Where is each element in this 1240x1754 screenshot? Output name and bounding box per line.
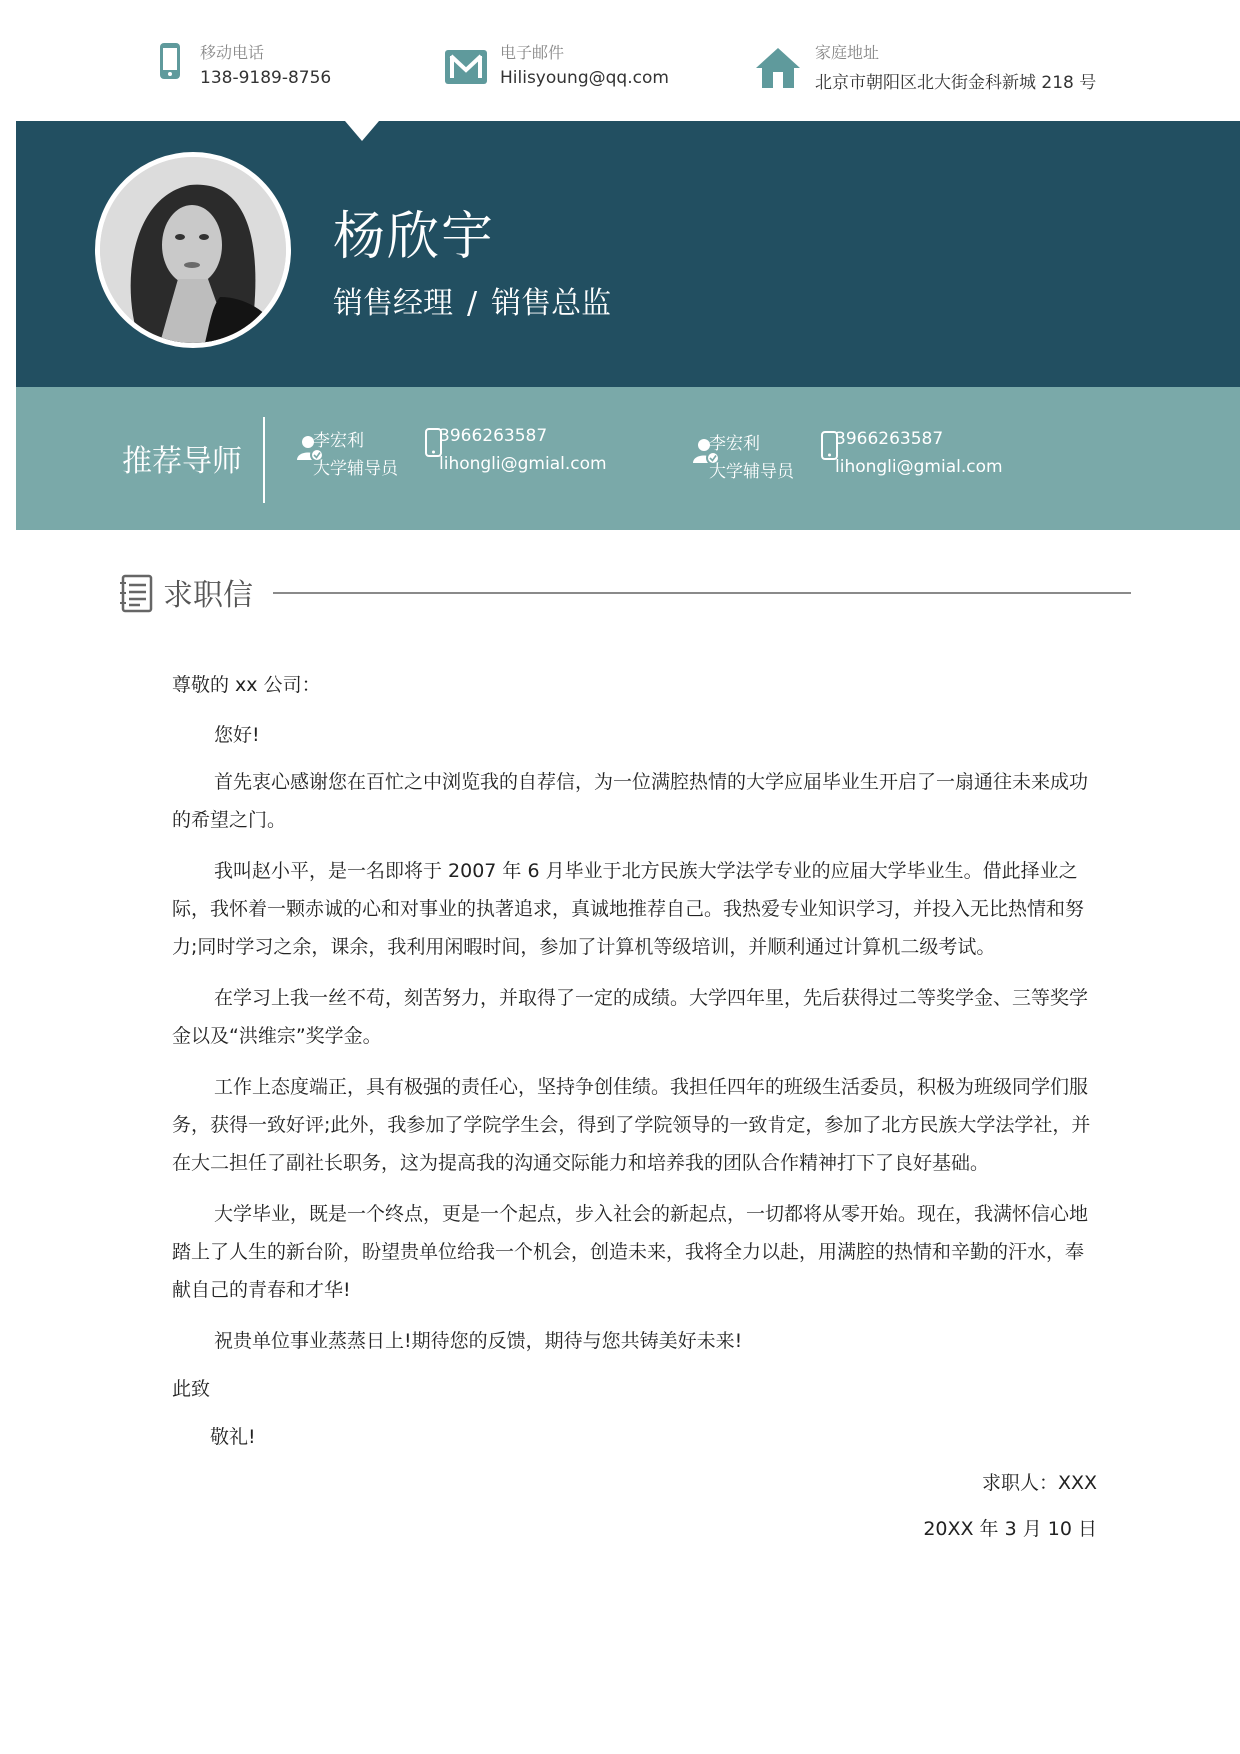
envelope-icon [445,50,499,94]
banner-notch [345,121,379,141]
notepad-icon [120,573,154,613]
candidate-name: 杨欣宇 [333,207,496,267]
mentor-divider [263,417,265,503]
email-label: 电子邮件 [500,43,565,62]
address-label: 家庭地址 [815,43,880,62]
mentor-email: lihongli@gmial.com [835,457,1003,477]
job-titles [333,278,611,322]
avatar [95,152,291,348]
letter-salutation: 尊敬的 xx 公司： [172,674,321,696]
mentor-email: lihongli@gmial.com [439,454,607,474]
job-primary: 销售经理 [333,286,453,321]
job-separator: / [467,286,478,321]
email-value: Hilisyoung@qq.com [500,68,669,88]
letter-greeting: 您好! [214,724,260,746]
letter-jingli: 敬礼! [210,1426,256,1448]
phone-value: 138-9189-8756 [200,68,332,88]
section-divider [273,592,1131,594]
letter-paragraph: 我叫赵小平，是一名即将于 2007 年 6 月毕业于北方民族大学法学专业的应届大学毕业生。借此择业之际，我怀着一颗赤诚的心和对事业的执著追求，真诚地推荐自己。我热爱专业知识学习，并投入无比热情和努力;同时学习之余，课余，我利用闲暇时间，参加了计算机等级培训，并顺利通过计算机二级考试。 [172,860,1085,958]
section-title: 求职信 [163,578,253,613]
mentor-title: 推荐导师 [122,444,242,479]
letter-paragraph: 大学毕业，既是一个终点，更是一个起点，步入社会的新起点，一切都将从零开始。现在，我满怀信心地踏上了人生的新台阶，盼望贵单位给我一个机会，创造未来，我将全力以赴，用满腔的热情和辛勤的汗水，奉献自己的青春和才华! [172,1203,1089,1301]
mentor-role: 大学辅导员 [313,459,398,479]
letter-paragraph: 在学习上我一丝不苟，刻苦努力，并取得了一定的成绩。大学四年里，先后获得过二等奖学金、三等奖学金以及“洪维宗”奖学金。 [172,987,1089,1047]
mentor-phone: 3966263587 [439,426,548,446]
house-icon [756,48,810,92]
cover-letter [172,666,1097,1548]
mentor-name: 李宏利 [313,431,364,451]
phone-label: 移动电话 [200,43,265,62]
letter-signature: 求职人：XXX [981,1472,1097,1494]
letter-date: 20XX 年 3 月 10 日 [923,1518,1097,1540]
portrait-photo [100,157,286,343]
mobile-phone-icon [150,43,204,87]
job-secondary: 销售总监 [491,286,612,321]
mentor-role: 大学辅导员 [709,462,794,482]
mentor-name: 李宏利 [709,434,760,454]
letter-paragraph: 工作上态度端正，具有极强的责任心，坚持争创佳绩。我担任四年的班级生活委员，积极为班级同学们服务，获得一致好评;此外，我参加了学院学生会，得到了学院领导的一致肯定，参加了北方民族大学法学社，并在大二担任了副社长职务，这为提高我的沟通交际能力和培养我的团队合作精神打下了良好基础。 [172,1076,1091,1174]
letter-paragraph: 首先衷心感谢您在百忙之中浏览我的自荐信，为一位满腔热情的大学应届毕业生开启了一扇通往未来成功的希望之门。 [172,771,1089,831]
letter-closing: 祝贵单位事业蒸蒸日上!期待您的反馈，期待与您共铸美好未来! [214,1330,743,1352]
mentor-phone: 3966263587 [835,429,944,449]
contact-bar [0,0,1240,120]
letter-cizhi: 此致 [172,1378,211,1400]
address-value: 北京市朝阳区北大街金科新城 218 号 [815,73,1097,93]
